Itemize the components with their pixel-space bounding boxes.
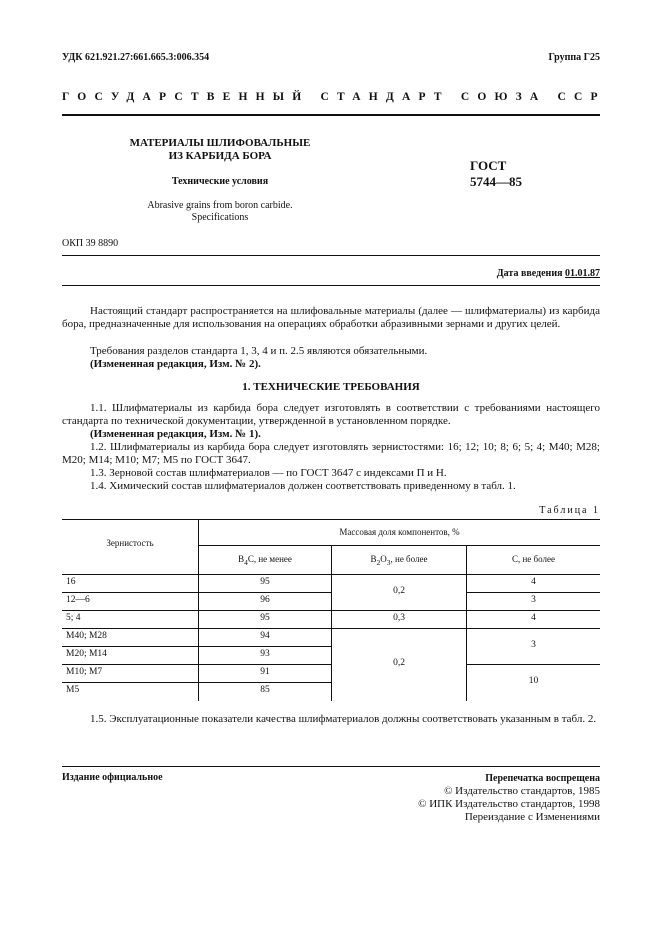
clause-1-2: 1.2. Шлифматериалы из карбида бора следует изготовлять зернистостями: 16; 12; 10; 8; 6; 5; 4; М40; М28; М20; М14; М10; М7; М5 по ГОСТ 3647. — [62, 441, 600, 466]
gost-designation — [470, 158, 522, 190]
header-b4c-sub: 4 — [244, 557, 248, 567]
section-1-title: 1. ТЕХНИЧЕСКИЕ ТРЕБОВАНИЯ — [242, 381, 420, 393]
header-b2o3-rest: , не более — [390, 554, 428, 564]
gost-number: 5744—85 — [470, 174, 522, 189]
header-rule — [62, 114, 600, 116]
header-b4c-rest: C, не менее — [247, 554, 292, 564]
grit-cell: М5 — [66, 685, 80, 695]
header-b4c-b: B — [238, 554, 245, 564]
copyright-1998: © ИПК Издательство стандартов, 1998 — [418, 798, 600, 810]
clause-1-1-edit-note: (Измененная редакция, Изм. № 1). — [90, 428, 261, 440]
c-cell: 4 — [531, 577, 536, 587]
copyright-1985: © Издательство стандартов, 1985 — [444, 785, 600, 797]
header-b2o3 — [332, 554, 466, 567]
grit-cell: М10; М7 — [66, 667, 103, 677]
b4c-cell: 96 — [260, 595, 270, 605]
intro-date-value: 01.01.87 — [565, 268, 600, 279]
grit-cell: М40; М28 — [66, 631, 107, 641]
document-title — [100, 137, 340, 163]
reprint-notice: Перепечатка воспрещена — [485, 773, 600, 784]
english-title — [100, 200, 340, 224]
table-1-caption: Таблица 1 — [539, 505, 600, 516]
c-cell: 3 — [531, 595, 536, 605]
official-edition: Издание официальное — [62, 772, 163, 783]
b4c-cell: 93 — [260, 649, 270, 659]
c-cell: 10 — [528, 676, 539, 686]
header-b2o3-o: O — [380, 554, 387, 564]
grit-cell: 5; 4 — [66, 613, 81, 623]
footer-copyright — [418, 772, 600, 824]
clause-1-3: 1.3. Зерновой состав шлифматериалов — по ГОСТ 3647 с индексами П и Н. — [90, 467, 447, 479]
c-cell: 4 — [531, 613, 536, 623]
reissue-note: Переиздание с Изменениями — [464, 811, 600, 823]
footer-rule — [62, 766, 600, 767]
date-rule — [62, 285, 600, 286]
b2o3-cell: 0,2 — [393, 658, 405, 668]
grit-cell: 12—6 — [66, 595, 90, 605]
clause-1-1: 1.1. Шлифматериалы из карбида бора следует изготовлять в соответствии с требованиями настоящего стандарта по технической документации, утвержденной в установленном порядке. — [62, 402, 600, 427]
state-standard-title: ГОСУДАРСТВЕННЫЙ СТАНДАРТ СОЮЗА ССР — [62, 91, 606, 103]
b4c-cell: 85 — [260, 685, 270, 695]
intro-date-label: Дата введения — [496, 268, 563, 279]
header-c: C, не более — [511, 554, 555, 564]
b4c-cell: 94 — [260, 631, 270, 641]
document-subtitle: Технические условия — [171, 176, 269, 187]
grit-cell: 16 — [66, 577, 76, 587]
okp-rule — [62, 255, 600, 256]
b4c-cell: 95 — [260, 613, 270, 623]
header-mass-fraction: Массовая доля компонентов, % — [339, 527, 460, 537]
english-title-line-2: Specifications — [191, 212, 249, 223]
title-line-2: ИЗ КАРБИДА БОРА — [168, 150, 272, 162]
intro-paragraph-2: Требования разделов стандарта 1, 3, 4 и п. 2.5 являются обязательными. — [90, 345, 428, 357]
header-b2o3-b: B — [370, 554, 377, 564]
clause-1-4: 1.4. Химический состав шлифматериалов должен соответствовать приведенному в табл. 1. — [90, 480, 516, 492]
clause-1-5: 1.5. Эксплуатационные показатели качества шлифматериалов должны соответствовать указанным в табл. 2. — [90, 713, 597, 725]
grit-cell: М20; М14 — [66, 649, 107, 659]
b2o3-cell: 0,3 — [393, 613, 405, 623]
header-grit: Зернистость — [106, 538, 154, 548]
header-b2o3-sub2: 3 — [386, 557, 391, 567]
table-1 — [62, 519, 600, 701]
intro-edit-note: (Измененная редакция, Изм. № 2). — [90, 358, 261, 370]
header-b2o3-sub1: 2 — [376, 557, 381, 567]
udk-code: УДК 621.921.27:661.665.3:006.354 — [62, 52, 210, 63]
c-cell: 3 — [531, 640, 536, 650]
title-line-1: МАТЕРИАЛЫ ШЛИФОВАЛЬНЫЕ — [129, 137, 311, 149]
group-code: Группа Г25 — [548, 52, 600, 63]
intro-date — [497, 268, 600, 279]
b4c-cell: 95 — [260, 577, 270, 587]
english-title-line-1: Abrasive grains from boron carbide. — [147, 200, 293, 211]
b2o3-cell: 0,2 — [393, 586, 405, 596]
header-b4c — [199, 554, 331, 567]
b4c-cell: 91 — [260, 667, 270, 677]
gost-label: ГОСТ — [470, 158, 507, 173]
intro-paragraph-1: Настоящий стандарт распространяется на шлифовальные материалы (далее — шлифматериалы) из карбида бора, предназначенные для использования на операциях обработки абразивными зернами и других целей. — [62, 305, 600, 330]
okp-code: ОКП 39 8890 — [62, 238, 119, 249]
